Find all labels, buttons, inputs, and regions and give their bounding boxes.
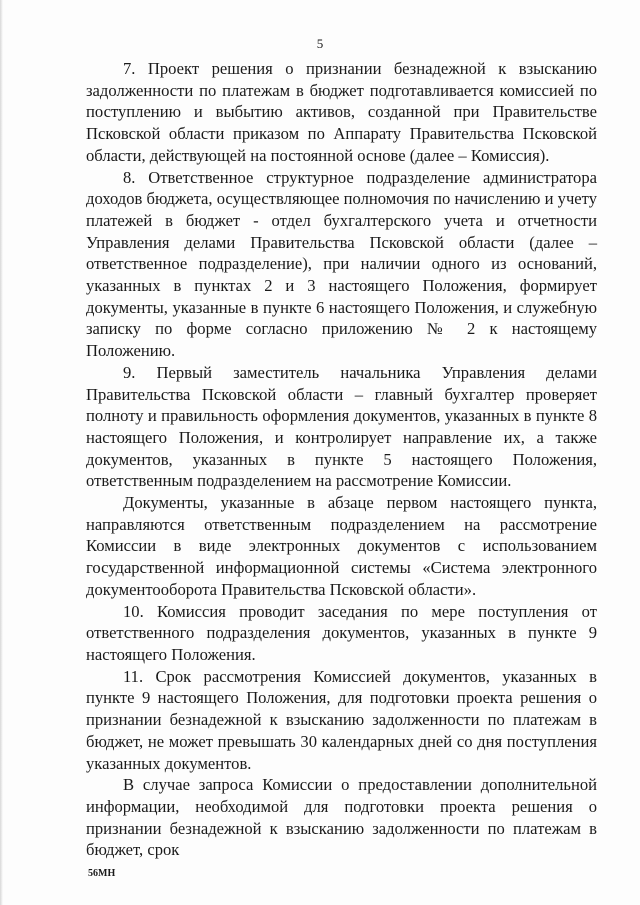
- scan-edge: [0, 0, 3, 905]
- paragraph-8: 8. Ответственное структурное подразделение администратора доходов бюджета, осуществляющее полномочия по начислению и учету платежей в бюджет - отдел бухгалтерского учета и отчетности Управления делами Правительства Псковской области (далее – ответственное подразделение), при наличии одного из оснований, указанных в пунктах 2 и 3 настоящего Положения, формирует документы, указанные в пункте 6 настоящего Положения, и служебную записку по форме согласно приложению № 2 к настоящему Положению.: [86, 167, 597, 361]
- footer-document-code: 56МН: [88, 868, 116, 879]
- paragraph-11-second-part: В случае запроса Комиссии о предоставлении дополнительной информации, необходимой для подготовки проекта решения о признании безнадежной к взысканию задолженности по платежам в бюджет, срок: [86, 775, 597, 860]
- document-body: [86, 58, 597, 861]
- paragraph-11: 11. Срок рассмотрения Комиссией документов, указанных в пункте 9 настоящего Положения, для подготовки проекта решения о признании безнадежной к взысканию задолженности по платежам в бюджет, не может превышать 30 календарных дней со дня поступления указанных документов.: [86, 666, 597, 773]
- paragraph-9: 9. Первый заместитель начальника Управления делами Правительства Псковской области – главный бухгалтер проверяет полноту и правильность оформления документов, указанных в пункте 8 настоящего Положения, и контролирует направление их, а также документов, указанных в пункте 5 настоящего Положения, ответственным подразделением на рассмотрение Комиссии.: [86, 362, 597, 491]
- paragraph-10: 10. Комиссия проводит заседания по мере поступления от ответственного подразделения документов, указанных в пункте 9 настоящего Положения.: [86, 601, 597, 664]
- paragraph-9-second-part: Документы, указанные в абзаце первом настоящего пункта, направляются ответственным подразделением на рассмотрение Комиссии в виде электронных документов с использованием государственной информационной системы «Система электронного документооборота Правительства Псковской области».: [86, 493, 597, 599]
- paragraph-7: 7. Проект решения о признании безнадежной к взысканию задолженности по платежам в бюджет подготавливается комиссией по поступлению и выбытию активов, созданной при Правительстве Псковской области приказом по Аппарату Правительства Псковской области, действующей на постоянной основе (далее – Комиссия).: [86, 59, 597, 165]
- page-number: 5: [316, 36, 324, 51]
